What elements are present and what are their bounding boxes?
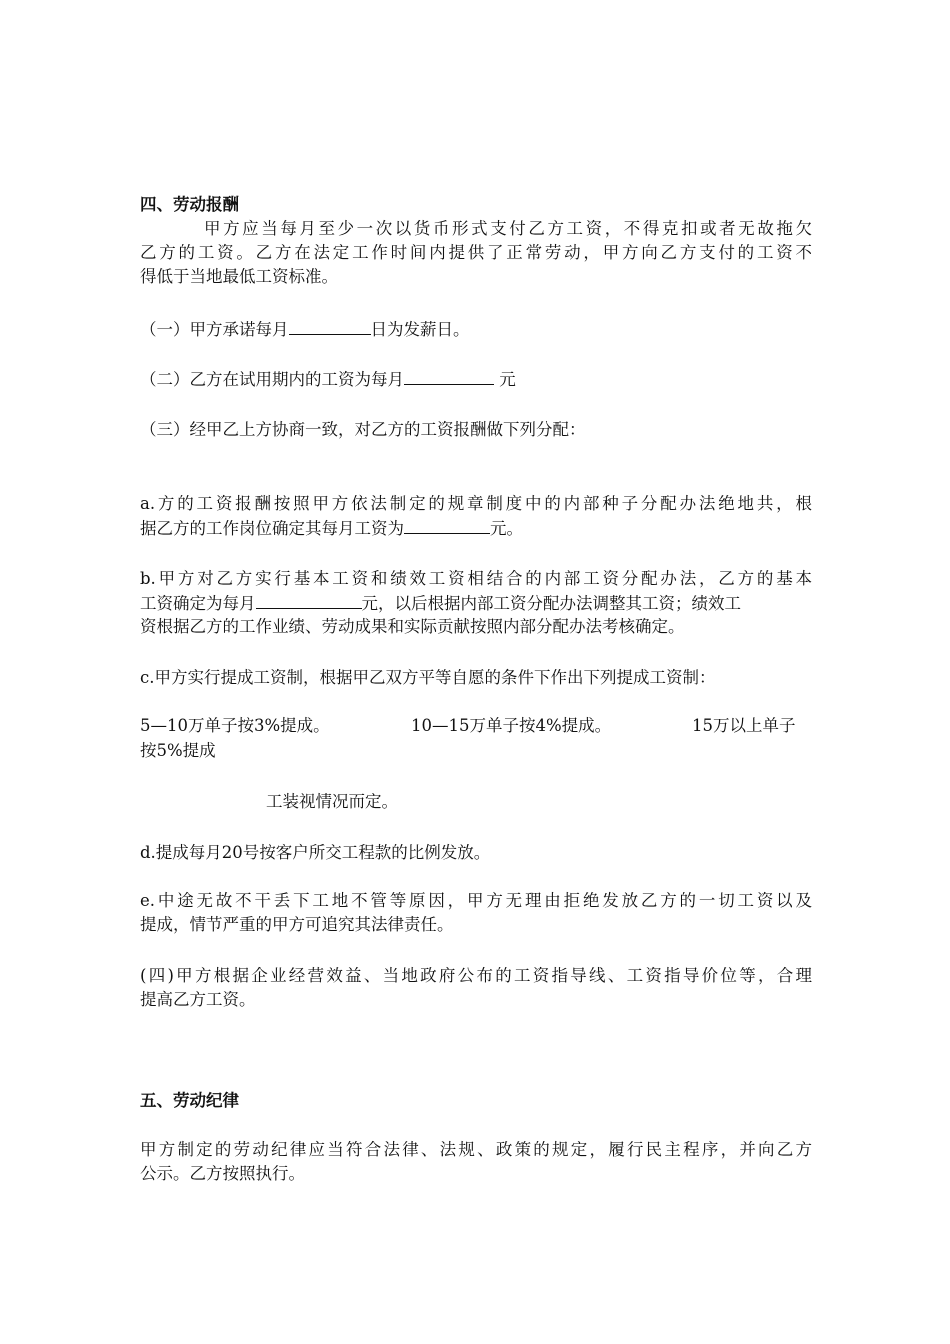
fill-blank-monthly-salary[interactable]	[404, 516, 490, 534]
commission-note: 工装视情况而定。	[266, 792, 398, 811]
paragraph-line: 甲方制定的劳动纪律应当符合法律、法规、政策的规定，履行民主程序，并向乙方	[140, 1140, 812, 1159]
paragraph-line: 甲方应当每月至少一次以货币形式支付乙方工资，不得克扣或者无故拖欠	[204, 219, 812, 238]
clause-four-line: (四)甲方根据企业经营效益、当地政府公布的工资指导线、工资指导价位等，合理	[140, 966, 812, 985]
clause-four-line: 提高乙方工资。	[140, 990, 256, 1009]
clause-text: 元，以后根据内部工资分配办法调整其工资；绩效工	[361, 594, 741, 613]
clause-d: d.提成每月20号按客户所交工程款的比例发放。	[140, 843, 491, 862]
clause-text: 元	[494, 370, 516, 389]
paragraph-line: 公示。乙方按照执行。	[140, 1164, 305, 1183]
fill-blank-payday[interactable]	[289, 317, 371, 335]
clause-e-line: 提成，情节严重的甲方可追究其法律责任。	[140, 915, 454, 934]
clause-a-line	[140, 516, 812, 541]
clause-distribution: （三）经甲乙上方协商一致，对乙方的工资报酬做下列分配：	[140, 420, 586, 439]
clause-probation-salary	[140, 367, 812, 392]
fill-blank-base-salary[interactable]	[256, 591, 362, 609]
document-page	[140, 0, 812, 1344]
commission-tier-3: 15万以上单子	[692, 716, 796, 735]
commission-tier-2: 10—15万单子按4%提成。	[411, 716, 612, 735]
clause-b-line	[140, 591, 812, 616]
clause-text: （二）乙方在试用期内的工资为每月	[140, 370, 404, 389]
clause-e-line: e.中途无故不干丢下工地不管等原因，甲方无理由拒绝发放乙方的一切工资以及	[140, 891, 812, 910]
fill-blank-probation-salary[interactable]	[404, 367, 494, 385]
clause-text: 元。	[490, 519, 523, 538]
paragraph-line: 乙方的工资。乙方在法定工作时间内提供了正常劳动，甲方向乙方支付的工资不	[140, 243, 812, 262]
section-heading-labor-pay: 四、劳动报酬	[140, 195, 239, 214]
paragraph-line: 得低于当地最低工资标准。	[140, 267, 338, 286]
clause-payday	[140, 317, 812, 342]
clause-b-line: b.甲方对乙方实行基本工资和绩效工资相结合的内部工资分配办法，乙方的基本	[140, 569, 812, 588]
commission-tier-3-cont: 按5%提成	[140, 741, 216, 760]
clause-c: c.甲方实行提成工资制，根据甲乙双方平等自愿的条件下作出下列提成工资制：	[140, 668, 716, 687]
clause-text: 日为发薪日。	[370, 320, 470, 339]
clause-b-line: 资根据乙方的工作业绩、劳动成果和实际贡献按照内部分配办法考核确定。	[140, 617, 685, 636]
clause-text: 据乙方的工作岗位确定其每月工资为	[140, 519, 404, 538]
commission-tier-1: 5—10万单子按3%提成。	[140, 716, 330, 735]
clause-text: （一）甲方承诺每月	[140, 320, 289, 339]
section-heading-labor-discipline: 五、劳动纪律	[140, 1091, 239, 1110]
clause-a-line: a.方的工资报酬按照甲方依法制定的规章制度中的内部种子分配办法绝地共，根	[140, 494, 812, 513]
clause-text: 工资确定为每月	[140, 594, 256, 613]
